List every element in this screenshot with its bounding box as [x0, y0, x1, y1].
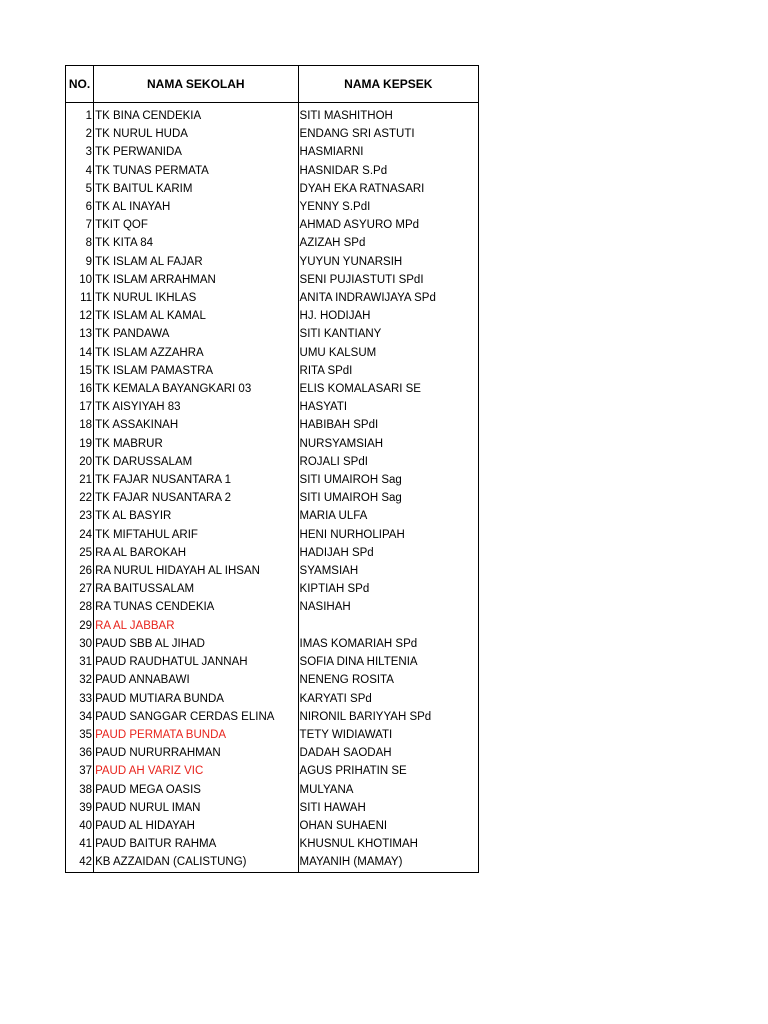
row-number: 11 — [66, 289, 94, 307]
row-number: 1 — [66, 103, 94, 126]
principal-name-cell: YUYUN YUNARSIH — [298, 253, 478, 271]
principal-name-cell: DYAH EKA RATNASARI — [298, 180, 478, 198]
row-number: 6 — [66, 198, 94, 216]
row-number: 29 — [66, 617, 94, 635]
principal-name-cell: HJ. HODIJAH — [298, 307, 478, 325]
principal-name-cell: UMU KALSUM — [298, 344, 478, 362]
table-row — [66, 325, 479, 343]
principal-name-cell: ENDANG SRI ASTUTI — [298, 125, 478, 143]
school-name-cell: TK ASSAKINAH — [94, 416, 298, 434]
school-name-cell: TK MABRUR — [94, 435, 298, 453]
principal-name-cell: SITI KANTIANY — [298, 325, 478, 343]
table-row — [66, 289, 479, 307]
school-name-cell: TK ISLAM AZZAHRA — [94, 344, 298, 362]
school-name-cell: PAUD AH VARIZ VIC — [94, 762, 298, 780]
table-row — [66, 598, 479, 616]
principal-name-cell: AHMAD ASYURO MPd — [298, 216, 478, 234]
row-number: 16 — [66, 380, 94, 398]
table-row — [66, 781, 479, 799]
table-row — [66, 708, 479, 726]
row-number: 2 — [66, 125, 94, 143]
school-name-cell: TK AL BASYIR — [94, 507, 298, 525]
school-name-cell: PAUD RAUDHATUL JANNAH — [94, 653, 298, 671]
row-number: 15 — [66, 362, 94, 380]
school-name-cell: PAUD AL HIDAYAH — [94, 817, 298, 835]
school-name-cell: RA AL BAROKAH — [94, 544, 298, 562]
school-name-cell: TK PERWANIDA — [94, 143, 298, 161]
school-name-cell: PAUD MUTIARA BUNDA — [94, 690, 298, 708]
table-row — [66, 435, 479, 453]
school-name-cell: PAUD MEGA OASIS — [94, 781, 298, 799]
principal-name-cell: AGUS PRIHATIN SE — [298, 762, 478, 780]
row-number: 26 — [66, 562, 94, 580]
principal-name-cell: ROJALI SPdI — [298, 453, 478, 471]
principal-name-cell: HABIBAH SPdI — [298, 416, 478, 434]
table-row — [66, 544, 479, 562]
row-number: 22 — [66, 489, 94, 507]
table-row — [66, 799, 479, 817]
principal-name-cell: KARYATI SPd — [298, 690, 478, 708]
table-row — [66, 416, 479, 434]
row-number: 12 — [66, 307, 94, 325]
school-name-cell: TK KITA 84 — [94, 234, 298, 252]
principal-name-cell: SITI UMAIROH Sag — [298, 471, 478, 489]
row-number: 24 — [66, 526, 94, 544]
principal-name-cell: KHUSNUL KHOTIMAH — [298, 835, 478, 853]
row-number: 8 — [66, 234, 94, 252]
table-row — [66, 817, 479, 835]
row-number: 31 — [66, 653, 94, 671]
header-principal-name: NAMA KEPSEK — [298, 66, 478, 103]
row-number: 35 — [66, 726, 94, 744]
school-name-cell: RA AL JABBAR — [94, 617, 298, 635]
table-row — [66, 234, 479, 252]
school-name-cell: TK TUNAS PERMATA — [94, 162, 298, 180]
row-number: 32 — [66, 671, 94, 689]
row-number: 40 — [66, 817, 94, 835]
school-name-cell: TKIT QOF — [94, 216, 298, 234]
principal-name-cell: NASIHAH — [298, 598, 478, 616]
principal-name-cell: TETY WIDIAWATI — [298, 726, 478, 744]
school-name-cell: TK BAITUL KARIM — [94, 180, 298, 198]
row-number: 38 — [66, 781, 94, 799]
principal-name-cell: SITI HAWAH — [298, 799, 478, 817]
school-name-cell: KB AZZAIDAN (CALISTUNG) — [94, 853, 298, 872]
table-row — [66, 103, 479, 126]
school-name-cell: TK DARUSSALAM — [94, 453, 298, 471]
principal-name-cell: HASNIDAR S.Pd — [298, 162, 478, 180]
school-name-cell: TK NURUL IKHLAS — [94, 289, 298, 307]
principal-name-cell: SOFIA DINA HILTENIA — [298, 653, 478, 671]
table-row — [66, 835, 479, 853]
row-number: 18 — [66, 416, 94, 434]
principal-name-cell: MULYANA — [298, 781, 478, 799]
school-name-cell: PAUD NURURRAHMAN — [94, 744, 298, 762]
table-row — [66, 671, 479, 689]
table-row — [66, 617, 479, 635]
table-row — [66, 453, 479, 471]
row-number: 33 — [66, 690, 94, 708]
table-row — [66, 580, 479, 598]
row-number: 17 — [66, 398, 94, 416]
table-row — [66, 271, 479, 289]
principal-name-cell: NIRONIL BARIYYAH SPd — [298, 708, 478, 726]
school-name-cell: TK AL INAYAH — [94, 198, 298, 216]
principal-name-cell — [298, 617, 478, 635]
school-name-cell: PAUD SANGGAR CERDAS ELINA — [94, 708, 298, 726]
row-number: 10 — [66, 271, 94, 289]
row-number: 25 — [66, 544, 94, 562]
table-row — [66, 162, 479, 180]
school-name-cell: TK ISLAM ARRAHMAN — [94, 271, 298, 289]
school-name-cell: TK ISLAM AL FAJAR — [94, 253, 298, 271]
principal-name-cell: HENI NURHOLIPAH — [298, 526, 478, 544]
school-name-cell: TK PANDAWA — [94, 325, 298, 343]
principal-name-cell: NENENG ROSITA — [298, 671, 478, 689]
table-row — [66, 344, 479, 362]
principal-name-cell: DADAH SAODAH — [298, 744, 478, 762]
row-number: 5 — [66, 180, 94, 198]
table-body — [66, 103, 479, 873]
school-name-cell: PAUD BAITUR RAHMA — [94, 835, 298, 853]
row-number: 14 — [66, 344, 94, 362]
row-number: 42 — [66, 853, 94, 872]
table-row — [66, 125, 479, 143]
table-row — [66, 380, 479, 398]
principal-name-cell: HADIJAH SPd — [298, 544, 478, 562]
header-school-name: NAMA SEKOLAH — [94, 66, 298, 103]
school-name-cell: TK BINA CENDEKIA — [94, 103, 298, 126]
row-number: 27 — [66, 580, 94, 598]
table-row — [66, 143, 479, 161]
table-row — [66, 307, 479, 325]
table-row — [66, 726, 479, 744]
row-number: 34 — [66, 708, 94, 726]
row-number: 28 — [66, 598, 94, 616]
school-name-cell: TK ISLAM AL KAMAL — [94, 307, 298, 325]
table-row — [66, 216, 479, 234]
row-number: 13 — [66, 325, 94, 343]
principal-name-cell: AZIZAH SPd — [298, 234, 478, 252]
principal-name-cell: NURSYAMSIAH — [298, 435, 478, 453]
principal-name-cell: SITI UMAIROH Sag — [298, 489, 478, 507]
principal-name-cell: HASMIARNI — [298, 143, 478, 161]
school-name-cell: PAUD PERMATA BUNDA — [94, 726, 298, 744]
school-name-cell: RA BAITUSSALAM — [94, 580, 298, 598]
school-name-cell: PAUD SBB AL JIHAD — [94, 635, 298, 653]
row-number: 37 — [66, 762, 94, 780]
table-row — [66, 398, 479, 416]
table-row — [66, 762, 479, 780]
school-name-cell: TK KEMALA BAYANGKARI 03 — [94, 380, 298, 398]
row-number: 4 — [66, 162, 94, 180]
table-row — [66, 198, 479, 216]
row-number: 19 — [66, 435, 94, 453]
table-row — [66, 744, 479, 762]
principal-name-cell: OHAN SUHAENI — [298, 817, 478, 835]
principal-name-cell: IMAS KOMARIAH SPd — [298, 635, 478, 653]
school-name-cell: TK FAJAR NUSANTARA 1 — [94, 471, 298, 489]
school-name-cell: TK ISLAM PAMASTRA — [94, 362, 298, 380]
table-row — [66, 853, 479, 872]
table-row — [66, 507, 479, 525]
school-name-cell: TK NURUL HUDA — [94, 125, 298, 143]
table-row — [66, 180, 479, 198]
table-row — [66, 690, 479, 708]
principal-name-cell: RITA SPdI — [298, 362, 478, 380]
row-number: 21 — [66, 471, 94, 489]
row-number: 9 — [66, 253, 94, 271]
table-row — [66, 653, 479, 671]
principal-name-cell: KIPTIAH SPd — [298, 580, 478, 598]
principal-name-cell: HASYATI — [298, 398, 478, 416]
table-row — [66, 526, 479, 544]
principal-name-cell: SENI PUJIASTUTI SPdI — [298, 271, 478, 289]
principal-name-cell: SITI MASHITHOH — [298, 103, 478, 126]
principal-name-cell: MAYANIH (MAMAY) — [298, 853, 478, 872]
row-number: 39 — [66, 799, 94, 817]
school-name-cell: PAUD ANNABAWI — [94, 671, 298, 689]
school-name-cell: RA NURUL HIDAYAH AL IHSAN — [94, 562, 298, 580]
row-number: 23 — [66, 507, 94, 525]
row-number: 30 — [66, 635, 94, 653]
header-row — [66, 66, 479, 103]
principal-name-cell: ELIS KOMALASARI SE — [298, 380, 478, 398]
principal-name-cell: ANITA INDRAWIJAYA SPd — [298, 289, 478, 307]
table-row — [66, 635, 479, 653]
principal-name-cell: MARIA ULFA — [298, 507, 478, 525]
school-name-cell: TK AISYIYAH 83 — [94, 398, 298, 416]
table-row — [66, 253, 479, 271]
school-table — [65, 65, 479, 873]
row-number: 7 — [66, 216, 94, 234]
table-row — [66, 489, 479, 507]
header-no: NO. — [66, 66, 94, 103]
table-row — [66, 362, 479, 380]
school-name-cell: TK FAJAR NUSANTARA 2 — [94, 489, 298, 507]
school-name-cell: TK MIFTAHUL ARIF — [94, 526, 298, 544]
table-row — [66, 562, 479, 580]
principal-name-cell: SYAMSIAH — [298, 562, 478, 580]
row-number: 3 — [66, 143, 94, 161]
principal-name-cell: YENNY S.PdI — [298, 198, 478, 216]
row-number: 36 — [66, 744, 94, 762]
row-number: 41 — [66, 835, 94, 853]
school-name-cell: PAUD NURUL IMAN — [94, 799, 298, 817]
table-row — [66, 471, 479, 489]
row-number: 20 — [66, 453, 94, 471]
school-name-cell: RA TUNAS CENDEKIA — [94, 598, 298, 616]
